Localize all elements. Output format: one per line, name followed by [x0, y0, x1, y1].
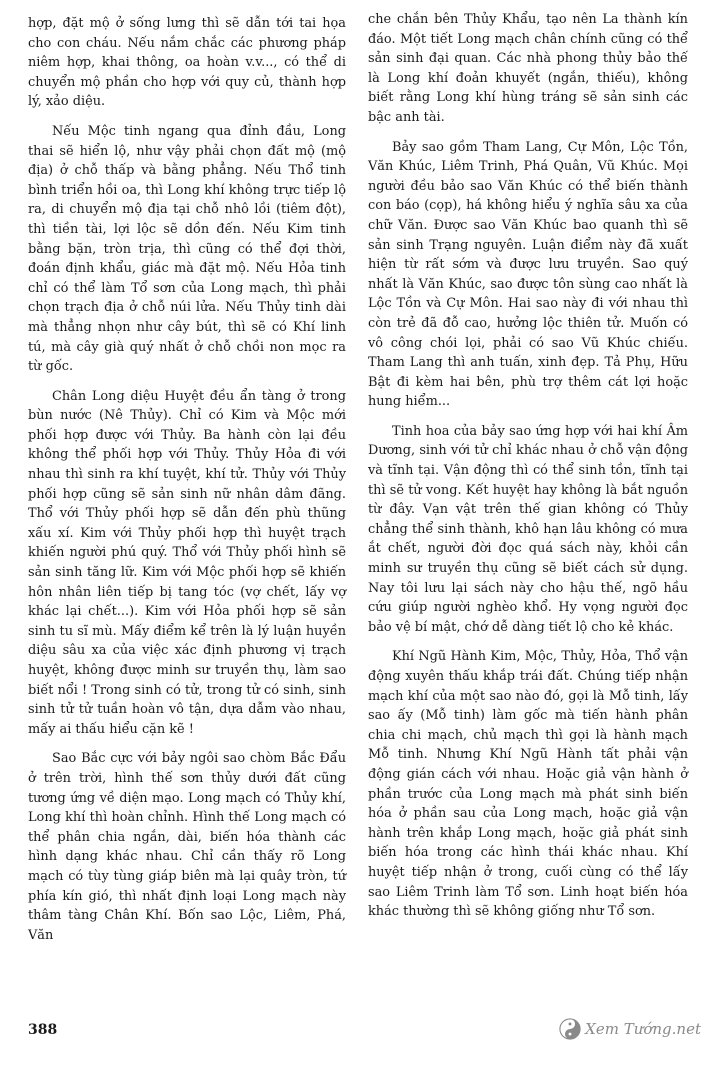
paragraph: Khí Ngũ Hành Kim, Mộc, Thủy, Hỏa, Thổ vận động xuyên thấu khắp trái đất. Chúng tiếp nhận mạch khí của một sao nào đó, gọi là Mỗ tinh, lấy sao ấy (Mỗ tinh) làm gốc mà tiến hành phân chia chi mạch, chủ mạch thì gọi là hành mạch Mỗ tinh. Nhưng Khí Ngũ Hành tất phải vận động gián cách với nhau. Hoặc giả vận hành ở phần trước của Long mạch mà phát sinh biến hóa ở phần sau của Long mạch, hoặc giả vận hành trên khắp Long mạch, hoặc giả phát sinh biến hóa trong các hình thái khác nhau. Khí huyệt tiếp nhận ở trong, cuối cùng có thể lấy sao Liêm Trinh làm Tổ sơn. Linh hoạt biến hóa khác thường thì sẽ không giống như Tổ sơn.: [368, 649, 688, 920]
site-watermark: [559, 1018, 701, 1040]
paragraph: Bảy sao gồm Tham Lang, Cự Môn, Lộc Tồn, Văn Khúc, Liêm Trinh, Phá Quân, Vũ Khúc. Mọi người đều bảo sao Văn Khúc có thể biến thành con báo (cọp), há không hiểu ý nghĩa sâu xa của chữ Văn. Được sao Văn Khúc bao quanh thì sẽ sản sinh Trạng nguyên. Luận điểm này đã xuất hiện từ rất sớm và được lưu truyền. Sao quý nhất là Văn Khúc, sao được tôn sùng cao nhất là Lộc Tồn và Cự Môn. Hai sao này đi với nhau thì còn trẻ đã đỗ cao, hưởng lộc thiên tử. Muốn có vô công chói lọi, phải có sao Vũ Khúc chiếu. Tham Lang thì anh tuấn, xinh đẹp. Tả Phụ, Hữu Bật đi kèm hai bên, phù trợ thêm cát lợi hoặc hung hiểm...: [368, 139, 688, 410]
watermark-text: Xem Tướng.net: [585, 1020, 701, 1038]
page-number: 388: [28, 1022, 58, 1038]
paragraph: Tinh hoa của bảy sao ứng hợp với hai khí Âm Dương, sinh với tử chỉ khác nhau ở chỗ vận động và tĩnh tại. Vận động thì có thể sinh tồn, tĩnh tại thì sẽ tử vong. Kết huyệt hay không là bắt nguồn từ đây. Vạn vật trên thế gian không có Thủy chẳng thể sinh thành, khô hạn lâu không có mưa ắt chết, người đời đọc quá sách này, khỏi cần minh sư truyền thụ cũng sẽ biết cách sử dụng. Nay tôi lưu lại sách này cho hậu thế, ngõ hầu cứu giúp người nghèo khổ. Hy vọng người đọc bảo vệ bí mật, chớ dễ dàng tiết lộ cho kẻ khác.: [368, 423, 688, 635]
paragraph: che chắn bên Thủy Khẩu, tạo nên La thành kín đáo. Một tiết Long mạch chân chính cũng có thể sản sinh đại quan. Các nhà phong thủy bảo thế là Long khí đoản khuyết (ngắn, thiếu), không biết rằng Long khí hùng tráng sẽ sản sinh các bậc anh tài.: [368, 12, 688, 125]
left-column: [28, 14, 346, 955]
paragraph: hợp, đặt mộ ở sống lưng thì sẽ dẫn tới tai họa cho con cháu. Nếu nắm chắc các phương pháp niêm hợp, khai thông, oa hoàn v.v..., có thể di chuyển mộ phần cho hợp với quy củ, thành hợp lý, xảo diệu.: [28, 16, 346, 110]
paragraph: Chân Long diệu Huyệt đều ẩn tàng ở trong bùn nước (Nê Thủy). Chỉ có Kim và Mộc mới phối hợp được với Thủy. Ba hành còn lại đều không thể phối hợp với Thủy. Thủy Hỏa đi với nhau thì sinh ra khí tuyệt, khí tử. Thủy với Thủy phối hợp cũng sẽ sản sinh nữ nhân dâm đãng. Thổ với Thủy phối hợp sẽ dẫn đến phù thũng xấu xí. Kim với Thủy phối hợp thì huyệt trạch khiến người phú quý. Thổ với Thủy phối hình sẽ sản sinh tăng lữ. Kim với Mộc phối hợp sẽ khiến hôn nhân liên tiếp bị tang tóc (vợ chết, lấy vợ khác lại chết...). Kim với Hỏa phối hợp sẽ sản sinh tu sĩ mù. Mấy điểm kể trên là lý luận huyền diệu sâu xa của việc xác định phương vị trạch huyệt, không được minh sư truyền thụ, làm sao biết nổi ! Trong sinh có tử, trong tử có sinh, sinh sinh tử tử tuần hoàn vô tận, dựa dẫm vào nhau, mấy ai thấu hiểu cặn kẽ !: [28, 388, 346, 737]
paragraph: Nếu Mộc tinh ngang qua đỉnh đầu, Long thai sẽ hiển lộ, như vậy phải chọn đất mộ (mộ địa) ở chỗ thấp và bằng phẳng. Nếu Thổ tinh bình triển hồi oa, thì Long khí không trực tiếp lộ ra, di chuyển mộ địa tại chỗ nhô lồi (tiêm đột), thì tiền tài, lợi lộc sẽ dồn đến. Nếu Kim tinh bằng bặn, tròn trịa, thì cũng có thể đợi thời, đoán định khẩu, giác mà đặt mộ. Nếu Hỏa tinh chỉ có thể làm Tổ sơn của Long mạch, thì phải chọn trạch địa ở chỗ núi lửa. Nếu Thủy tinh dài mà thẳng nhọn như cây bút, thì sẽ có Khí linh tú, mà cây già quý nhất ở chỗ chồi non mọc ra từ gốc.: [28, 123, 346, 375]
paragraph: Sao Bắc cực với bảy ngôi sao chòm Bắc Đẩu ở trên trời, hình thế sơn thủy dưới đất cũng tương ứng về diện mạo. Long mạch có Thủy khí, Long khí thì hoàn chỉnh. Hình thế Long mạch có thể phân chia ngắn, dài, biến hóa thành các hình dạng khác nhau. Chỉ cần thấy rõ Long mạch có tùy tùng giáp biên mà lại quây tròn, tứ phía kín gió, thì nhất định loại Long mạch này thâm tàng Chân Khí. Bốn sao Lộc, Liêm, Phá, Văn: [28, 751, 346, 943]
yin-yang-icon: [559, 1018, 581, 1040]
right-column: [368, 10, 688, 932]
